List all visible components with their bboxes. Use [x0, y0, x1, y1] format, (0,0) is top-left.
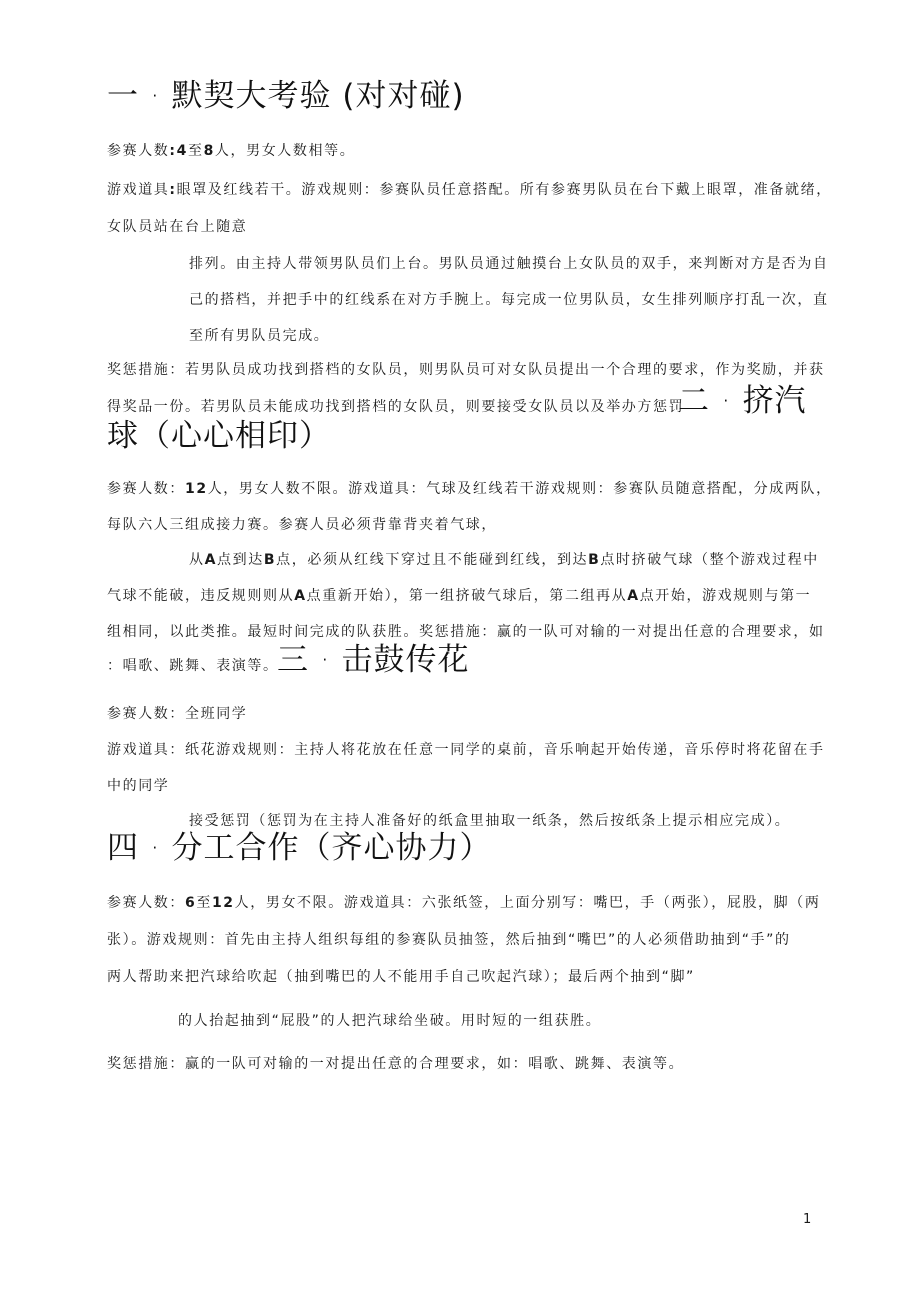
text-line — [178, 1011, 601, 1031]
text-run: 参赛人数 — [107, 143, 170, 159]
text-run: :4 — [169, 143, 188, 159]
text-run: B — [588, 552, 601, 568]
text-run: 点重新开始），第一组挤破气球后，第二组再从 — [306, 588, 628, 604]
text-run: 气球不能破，违反规则则从 — [107, 588, 295, 604]
text-line — [189, 254, 829, 274]
text-line — [107, 217, 247, 237]
text-run: 12 — [211, 895, 235, 911]
text-run: (对对碰) — [342, 78, 465, 114]
text-run: 游戏道具 — [107, 182, 170, 198]
text-line — [107, 622, 825, 642]
text-line — [107, 360, 825, 380]
text-run: 中的同学 — [107, 778, 170, 794]
text-run: 至 — [187, 143, 204, 159]
text-run: 参赛人数： — [107, 481, 185, 497]
page-number: 1 — [803, 1212, 812, 1227]
text-run: 得奖品一份。若男队员未能成功找到搭档的女队员，则要接受女队员以及举办方惩罚 — [107, 399, 685, 415]
text-run: 排列。由主持人带领男队员们上台。男队员通过触摸台上女队员的双手，来判断对方是否为自 — [189, 256, 829, 272]
text-run: 每队六人三组成接力赛。参赛人员必须背靠背夹着气球， — [107, 517, 497, 533]
text-run: 参赛人数： — [107, 895, 185, 911]
text-run: 眼罩及红线若干。游戏规则：参赛队员任意搭配。所有参赛男队员在台下戴上眼罩，准备就绪， — [176, 182, 832, 198]
text-line — [107, 656, 279, 676]
section-heading — [678, 381, 807, 421]
text-run: 三 · 击鼓传花 — [277, 642, 470, 678]
text-run: 8 — [203, 143, 215, 159]
text-run: 人，男女人数不限。游戏道具：气球及红线若干游戏规则：参赛队员随意搭配，分成两队， — [207, 481, 832, 497]
text-run: 接受惩罚（惩罚为在主持人准备好的纸盒里抽取一纸条，然后按纸条上提示相应完成）。 — [189, 813, 791, 829]
section-heading — [107, 416, 331, 456]
text-run: 己的搭档，并把手中的红线系在对方手腕上。每完成一位男队员，女生排列顺序打乱一次，直 — [189, 292, 829, 308]
text-run: 点开始，游戏规则与第一 — [639, 588, 812, 604]
text-line — [107, 740, 825, 760]
text-run: 奖惩措施：赢的一队可对输的一对提出任意的合理要求，如：唱歌、跳舞、表演等。 — [107, 1056, 685, 1072]
text-run: 奖惩措施：若男队员成功找到搭档的女队员，则男队员可对女队员提出一个合理的要求，作为奖励，并获 — [107, 362, 825, 378]
text-line — [107, 704, 247, 724]
text-run: 一 · 默契大考验 — [107, 78, 343, 114]
text-run: A — [627, 588, 640, 604]
section-heading — [107, 828, 492, 868]
text-run: B — [263, 552, 277, 568]
text-line — [107, 967, 695, 987]
text-line — [189, 326, 329, 346]
text-run: 两人帮助来把汽球给吹起（抽到嘴巴的人不能用手自己吹起汽球）；最后两个抽到“脚” — [107, 969, 695, 985]
text-line — [107, 776, 169, 796]
text-run: 参赛人数：全班同学 — [107, 706, 248, 722]
text-run: 12 — [185, 481, 208, 497]
text-run: A — [294, 588, 307, 604]
text-run: 球（心心相印） — [107, 418, 331, 454]
text-run: 点时挤破气球（整个游戏过程中 — [600, 552, 819, 568]
text-run: 从 — [189, 552, 205, 568]
text-run: 点到达 — [217, 552, 264, 568]
text-run: 至 — [196, 895, 212, 911]
text-line — [189, 290, 829, 310]
text-line — [107, 893, 820, 913]
text-run: A — [204, 552, 218, 568]
text-run: 张）。游戏规则：首先由主持人组织每组的参赛队员抽签，然后抽到“嘴巴”的人必须借助抽到“手”的 — [107, 932, 791, 948]
text-line — [107, 479, 832, 499]
text-run: ：唱歌、跳舞、表演等。 — [107, 658, 279, 674]
section-heading — [277, 640, 470, 680]
text-run: 游戏道具：纸花游戏规则：主持人将花放在任意一同学的桌前，音乐响起开始传递，音乐停时将花留在手 — [107, 742, 825, 758]
text-run: 6 — [185, 895, 197, 911]
text-line — [107, 180, 832, 200]
text-run: 组相同，以此类推。最短时间完成的队获胜。奖惩措施：赢的一队可对输的一对提出任意的合理要求，如 — [107, 624, 825, 640]
section-heading — [107, 76, 465, 116]
text-run: 四 · 分工合作（齐心协力） — [107, 830, 492, 866]
text-run: : — [169, 182, 177, 198]
text-line — [107, 515, 497, 535]
text-line — [107, 141, 355, 161]
text-line — [107, 1054, 684, 1074]
text-run: 至所有男队员完成。 — [189, 328, 330, 344]
text-run: 女队员站在台上随意 — [107, 219, 248, 235]
text-run: 的人抬起抽到“屁股”的人把汽球给坐破。用时短的一组获胜。 — [178, 1013, 602, 1029]
text-run: 二 · 挤汽 — [678, 383, 807, 419]
text-line — [107, 397, 684, 417]
text-run: 点，必须从红线下穿过且不能碰到红线，到达 — [276, 552, 589, 568]
text-run: 人，男女人数相等。 — [214, 143, 356, 159]
text-run: 人，男女不限。游戏道具：六张纸签，上面分别写：嘴巴，手（两张），屁股，脚（两 — [234, 895, 821, 911]
text-line — [107, 930, 791, 950]
text-line — [189, 550, 819, 570]
text-line — [107, 586, 811, 606]
